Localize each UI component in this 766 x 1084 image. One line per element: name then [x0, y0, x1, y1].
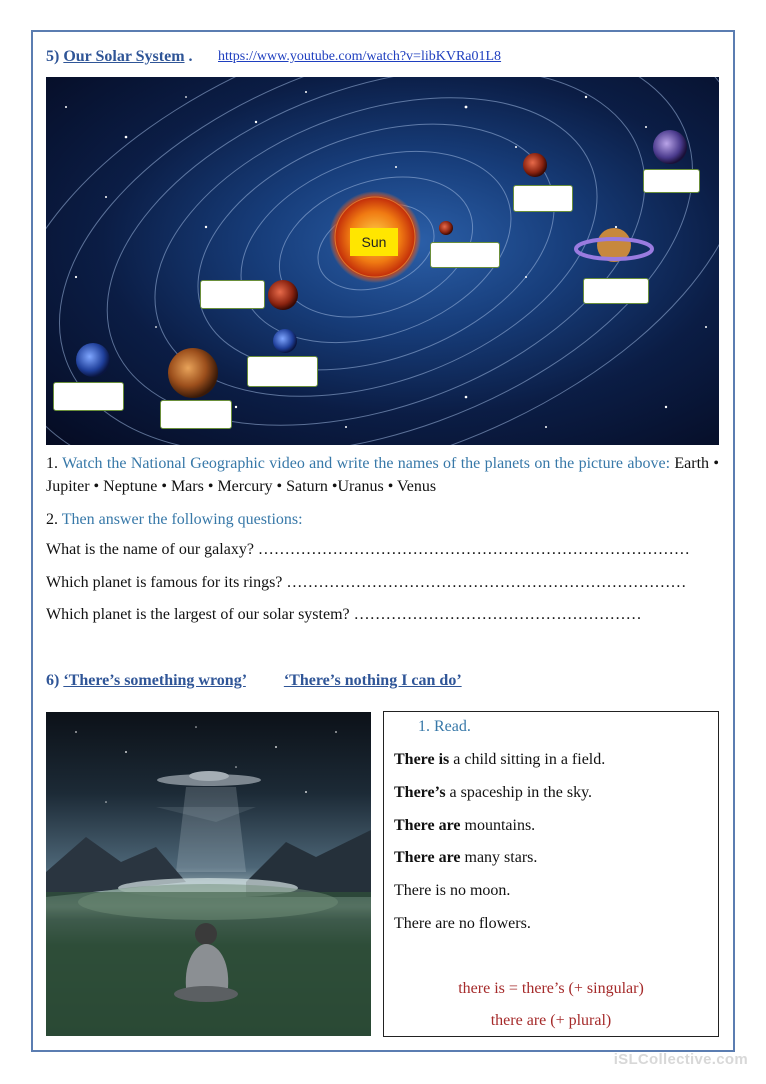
planet-answer-box[interactable] [583, 278, 649, 304]
section-5-title: Our Solar System [63, 48, 185, 65]
section-5-separator: . [188, 48, 193, 65]
planet-answer-box[interactable] [430, 242, 500, 268]
read-box [383, 711, 719, 1037]
planets-list: Earth • Jupiter • Neptune • Mars • Mercury • Saturn •Uranus • Venus [46, 455, 720, 495]
read-line: There are no flowers. [394, 915, 531, 932]
planet-answer-box[interactable] [247, 356, 318, 387]
read-line: There is no moon. [394, 882, 511, 899]
youtube-link[interactable]: https://www.youtube.com/watch?v=libKVRa01L8 [218, 49, 502, 64]
section-6-title-b: ‘There’s nothing I can do’ [283, 672, 462, 689]
read-heading: 1. Read. [418, 718, 471, 735]
planet-answer-box[interactable] [53, 382, 124, 411]
task-1-number: 1. [46, 455, 58, 472]
section-5-heading [46, 48, 193, 66]
read-line: There are many stars. [394, 849, 538, 866]
rule-singular: there is = there’s (+ singular) [458, 980, 644, 997]
question-rings[interactable]: Which planet is famous for its rings? ………………………………………………………………… [46, 574, 687, 591]
read-line: There’s a spaceship in the sky. [394, 784, 593, 801]
section-6-number: 6) [46, 672, 60, 689]
sun-label: Sun [350, 228, 398, 256]
child-ufo-photo [46, 712, 371, 1036]
task-1-instruction: Watch the National Geographic video and write the names of the planets on the picture above: [62, 455, 671, 472]
solar-system-picture [46, 77, 719, 445]
read-line: There is a child sitting in a field. [394, 751, 606, 768]
task-2-instruction: Then answer the following questions: [61, 511, 303, 528]
section-6-title-a: ‘There’s something wrong’ [63, 672, 246, 689]
planet-answer-box[interactable] [513, 185, 573, 212]
section-5-number: 5) [46, 48, 60, 65]
planet-answer-box[interactable] [200, 280, 265, 309]
question-largest[interactable]: Which planet is the largest of our solar system? ……………………………………………… [46, 606, 642, 623]
task-2-text [46, 508, 719, 531]
question-galaxy[interactable]: What is the name of our galaxy? ……………………………………………………………………… [46, 541, 690, 558]
task-2-number: 2. [46, 511, 58, 528]
child-ufo-illustration [46, 712, 371, 1036]
read-line: There are mountains. [394, 817, 536, 834]
watermark: iSLCollective.com [613, 1051, 748, 1068]
task-1-text [46, 452, 719, 498]
planet-answer-box[interactable] [643, 169, 700, 193]
planet-answer-box[interactable] [160, 400, 232, 429]
solar-system-illustration [46, 77, 719, 445]
rule-plural: there are (+ plural) [490, 1012, 612, 1029]
section-6-heading [46, 672, 462, 690]
